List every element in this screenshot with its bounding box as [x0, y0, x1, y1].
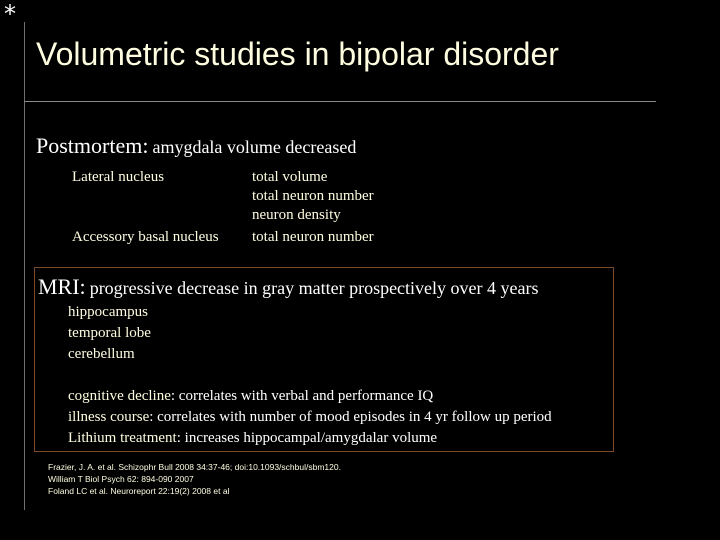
title-divider [24, 101, 656, 102]
postmortem-finding: total volume [252, 169, 328, 185]
finding-text: : correlates with verbal and performance IQ [170, 388, 434, 404]
finding-key: illness course [68, 409, 150, 425]
postmortem-label: Postmortem: [36, 133, 149, 158]
mri-finding-lithium [68, 428, 437, 449]
mri-region: hippocampus [68, 304, 148, 320]
finding-text: : correlates with number of mood episodes in 4 yr follow up period [149, 409, 552, 425]
mri-heading [38, 274, 539, 300]
corner-asterisk: * [4, 0, 16, 28]
mri-finding-cognitive [68, 386, 433, 407]
reference: Foland LC et al. Neuroreport 22:19(2) 2008 et al [48, 486, 230, 496]
mri-label: MRI: [38, 274, 86, 299]
postmortem-finding: total neuron number [252, 188, 374, 204]
finding-text: : increases hippocampal/amygdalar volume [176, 430, 438, 446]
mri-region: cerebellum [68, 346, 135, 362]
mri-summary: progressive decrease in gray matter prospectively over 4 years [89, 278, 539, 298]
reference: Frazier, J. A. et al. Schizophr Bull 2008 34:37-46; doi:10.1093/schbul/sbm120. [48, 462, 341, 472]
postmortem-region-lateral: Lateral nucleus [72, 169, 165, 185]
slide-title: Volumetric studies in bipolar disorder [36, 36, 559, 72]
postmortem-finding: total neuron number [252, 229, 374, 245]
postmortem-summary: amygdala volume decreased [152, 137, 357, 157]
postmortem-heading [36, 133, 356, 159]
finding-key: cognitive decline [68, 388, 171, 404]
postmortem-finding: neuron density [252, 207, 341, 223]
finding-key: Lithium treatment [68, 430, 177, 446]
mri-region: temporal lobe [68, 325, 151, 341]
vertical-divider [24, 22, 25, 510]
reference: William T Biol Psych 62: 894-090 2007 [48, 474, 194, 484]
mri-finding-illness-course [68, 407, 552, 428]
postmortem-region-accessory-basal: Accessory basal nucleus [72, 229, 219, 245]
